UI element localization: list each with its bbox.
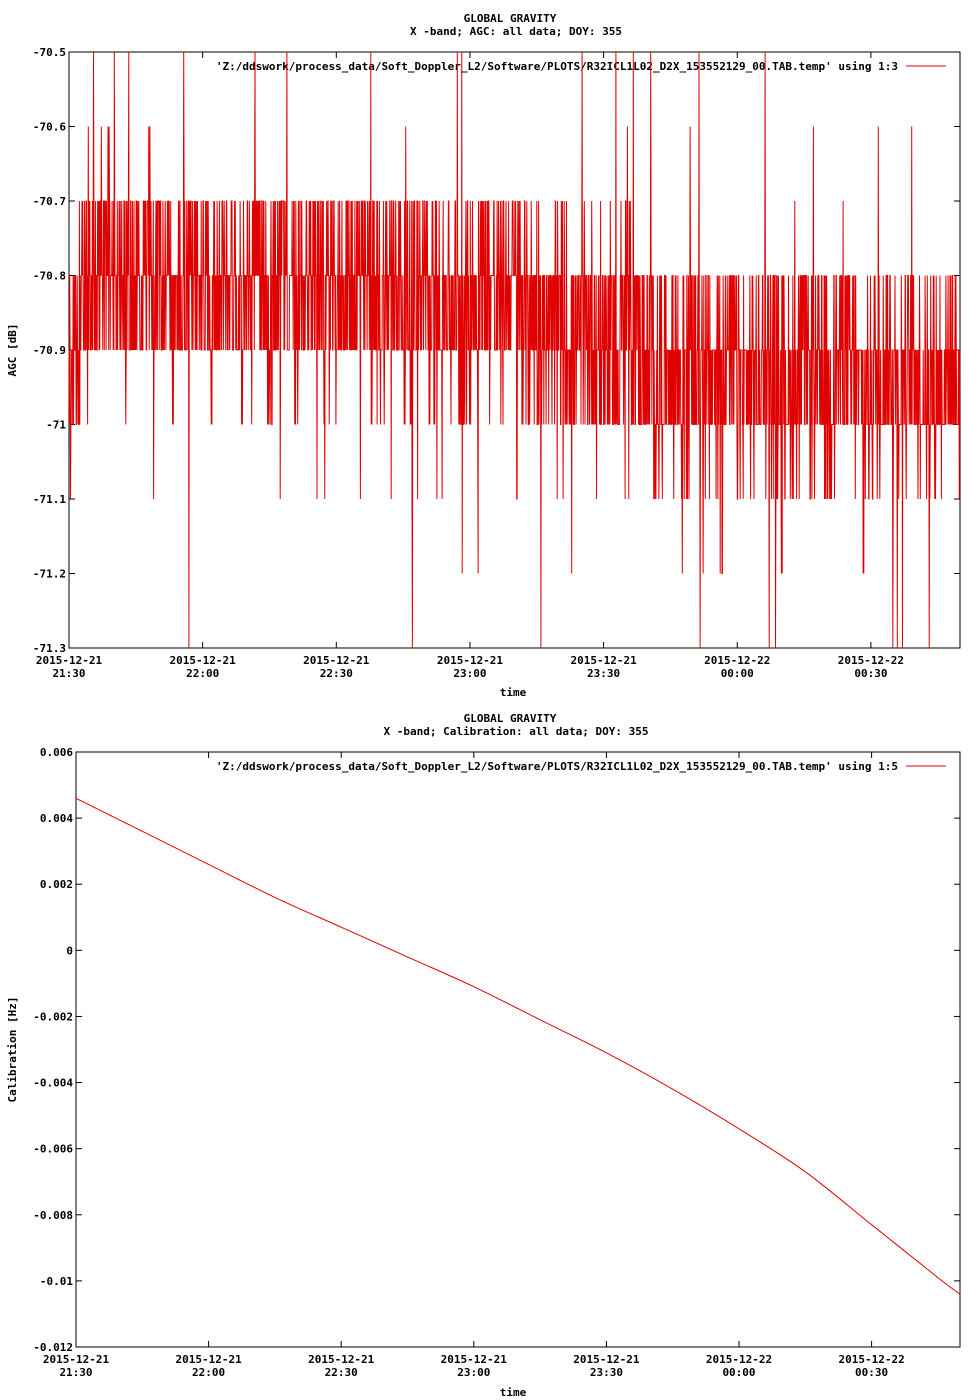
chart1-xtick-label-date: 2015-12-21 [169,654,236,667]
chart2-xtick-label-time: 00:30 [855,1366,889,1379]
chart2-subtitle: X -band; Calibration: all data; DOY: 355 [383,725,649,738]
chart2-xtick-label-time: 21:30 [59,1366,93,1379]
chart2-ytick-label: -0.006 [33,1142,73,1156]
chart2-ytick-label: 0.006 [39,746,73,759]
chart2-xtick-label-date: 2015-12-21 [175,1353,242,1366]
chart1-ytick-label: -70.5 [32,46,66,59]
chart2-plot-frame [76,752,960,1347]
chart1-title: GLOBAL GRAVITY [463,12,557,25]
chart2-ytick-label: 0.002 [39,878,73,892]
chart1-xtick-label-date: 2015-12-21 [436,654,504,667]
chart2-xtick-label-time: 23:30 [589,1366,623,1379]
chart1-xtick-label-time: 00:30 [854,667,888,680]
chart2-title: GLOBAL GRAVITY [463,712,557,725]
chart1-xtick-label-date: 2015-12-22 [837,654,905,667]
chart2-xtick-label-time: 22:00 [192,1366,226,1379]
chart2-xtick-label-date: 2015-12-21 [42,1353,110,1366]
chart2-ytick-label: -0.01 [39,1274,73,1288]
chart2-xtick-label-date: 2015-12-22 [705,1353,773,1366]
chart2-xtick-label-date: 2015-12-21 [573,1353,640,1366]
chart2-xtick-label-time: 22:30 [324,1366,358,1379]
chart1-xtick-label-time: 00:00 [720,667,754,680]
chart2-xtick-label-date: 2015-12-21 [440,1353,507,1366]
chart2-series-line [76,798,960,1294]
chart1-ytick-label: -70.7 [32,195,66,208]
chart2-ytick-label: -0.012 [33,1341,73,1354]
chart2-xtick-label-time: 23:00 [457,1366,491,1379]
chart2-y-axis-label: Calibration [Hz] [6,996,19,1103]
chart2-legend-label: 'Z:/ddswork/process_data/Soft_Doppler_L2/Software/PLOTS/R32ICL1L02_D2X_153552129_00.TAB.temp' using 1:5 [215,760,898,773]
chart2-ytick-label: -0.004 [33,1076,73,1090]
chart2-xtick-label-date: 2015-12-22 [838,1353,905,1366]
chart1-xtick-label-date: 2015-12-21 [303,654,370,667]
chart2-ytick-label: -0.008 [33,1208,73,1222]
chart1-series-line [69,52,960,648]
chart1-ytick-label: -71 [46,418,66,432]
chart2-xtick-label-date: 2015-12-21 [308,1353,375,1366]
chart2-ytick-label: -0.002 [33,1010,73,1024]
chart1-x-axis-label: time [499,686,527,699]
chart1-xtick-label-time: 23:00 [453,667,487,680]
chart1-ytick-label: -70.8 [32,269,66,283]
chart1-xtick-label-date: 2015-12-21 [570,654,637,667]
chart1-xtick-label-time: 22:00 [186,667,220,680]
chart1-ytick-label: -70.6 [32,120,66,134]
chart2-x-axis-label: time [499,1386,527,1399]
chart2-ytick-label: 0 [66,944,73,958]
chart2-xtick-label-time: 00:00 [722,1366,756,1379]
chart2-ytick-label: 0.004 [39,812,73,826]
chart1-ytick-label: -71.1 [32,493,66,506]
chart1-ytick-label: -71.2 [32,567,66,581]
chart1-y-axis-label: AGC [dB] [6,323,19,377]
chart1-xtick-label-date: 2015-12-21 [35,654,103,667]
chart1-ytick-label: -70.9 [32,344,66,357]
chart1-xtick-label-time: 22:30 [319,667,353,680]
chart1-ytick-label: -71.3 [32,642,66,655]
chart1-legend-label: 'Z:/ddswork/process_data/Soft_Doppler_L2/Software/PLOTS/R32ICL1L02_D2X_153552129_00.TAB.temp' using 1:3 [215,60,898,73]
chart1-xtick-label-date: 2015-12-22 [704,654,771,667]
chart1-xtick-label-time: 23:30 [587,667,621,680]
chart1-subtitle: X -band; AGC: all data; DOY: 355 [410,25,622,38]
chart1-xtick-label-time: 21:30 [52,667,86,680]
